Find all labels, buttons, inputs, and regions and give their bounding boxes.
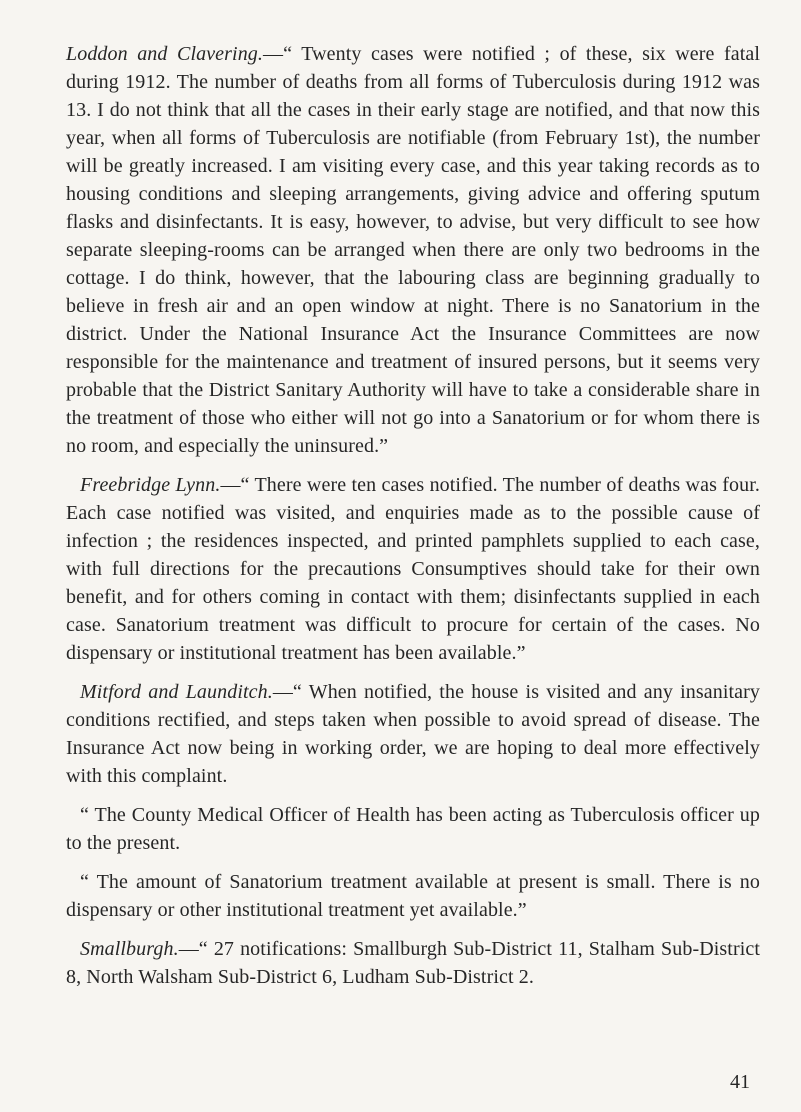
paragraph-smallburgh [66, 935, 760, 991]
place-name-heading: Smallburgh. [80, 938, 179, 960]
paragraph-mitford-launditch [66, 678, 760, 790]
paragraph-text: —“ There were ten cases notified. The number of deaths was four. Each case notified was visited, and enquiries made as to the possible cause of infection ; the residences inspected, and printed pamphlets supplied to each case, with full directions for the precautions Consumptives should take for their own benefit, and for others coming in contact with them; disinfectants supplied in each case. Sanatorium treatment was difficult to procure for certain of the cases. No dispensary or institutional treatment has been available.” [66, 474, 760, 664]
paragraph-county-medical-officer [66, 801, 760, 857]
paragraph-text: —“ When notified, the house is visited and any insanitary conditions rectified, and steps taken when possible to avoid spread of disease. The Insurance Act now being in working order, we are hoping to deal more effectively with this complaint. [66, 681, 761, 787]
paragraph-text: —“ Twenty cases were notified ; of these, six were fatal during 1912. The number of deaths from all forms of Tuberculosis during 1912 was 13. I do not think that all the cases in their early stage are notified, and that now this year, when all forms of Tuberculosis are notifiable (from February 1st), the number will be greatly increased. I am visiting every case, and this year taking records as to housing conditions and sleeping arrangements, giving advice and offering sputum flasks and disinfectants. It is easy, however, to advise, but very difficult to see how separate sleeping-rooms can be arranged when there are only two bedrooms in the cottage. I do think, however, that the labouring class are beginning gradually to believe in fresh air and an open window at night. There is no Sanatorium in the district. Under the National Insurance Act the Insurance Committees are now responsible for the maintenance and treatment of insured persons, but it seems very probable that the District Sanitary Authority will have to take a considerable share in the treatment of those who either will not go into a Sanatorium or for whom there is no room, and especially the uninsured.” [66, 43, 761, 457]
paragraph-text: “ The County Medical Officer of Health has been acting as Tuberculosis officer up to the present. [66, 804, 760, 854]
paragraph-freebridge-lynn [66, 471, 760, 667]
paragraph-loddon-clavering [66, 40, 760, 460]
page-number: 41 [730, 1071, 750, 1093]
place-name-heading: Loddon and Clavering. [66, 43, 263, 65]
paragraph-text: —“ 27 notifications: Smallburgh Sub-District 11, Stalham Sub-District 8, North Walsham Sub-District 6, Ludham Sub-District 2. [66, 938, 760, 988]
document-body [66, 40, 760, 1002]
place-name-heading: Freebridge Lynn. [80, 474, 221, 496]
place-name-heading: Mitford and Launditch. [80, 681, 273, 703]
paragraph-sanatorium-treatment [66, 868, 760, 924]
paragraph-text: “ The amount of Sanatorium treatment available at present is small. There is no dispensary or other institutional treatment yet available.” [66, 871, 760, 921]
